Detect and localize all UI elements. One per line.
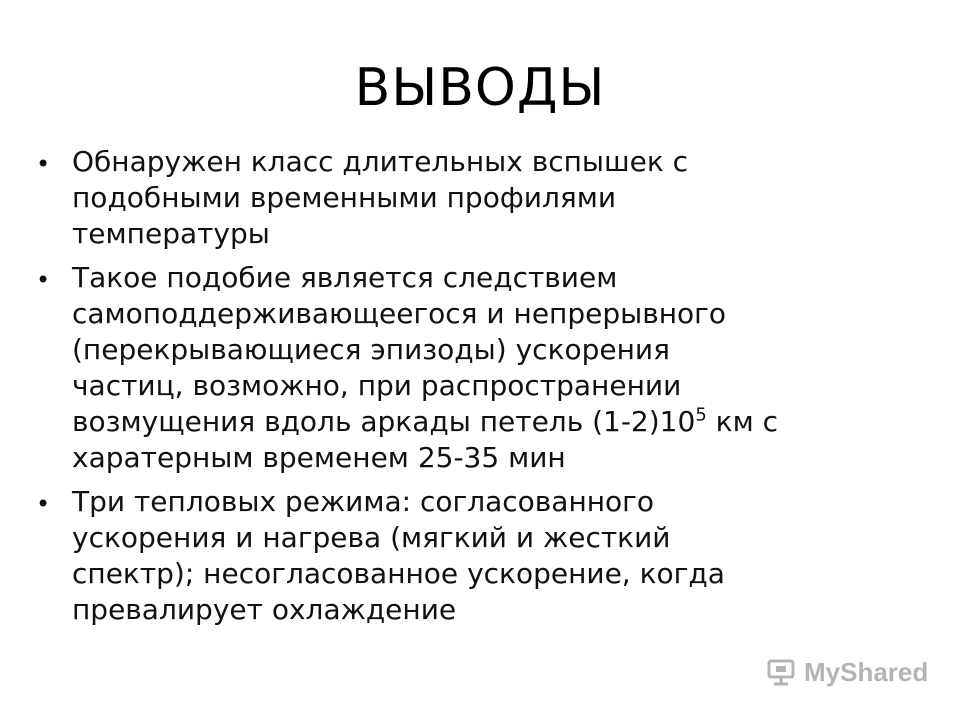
watermark-logo	[766, 652, 928, 692]
bullet-item	[36, 144, 936, 252]
bullet-text-line: частиц, возможно, при распространении	[72, 369, 682, 402]
bullet-text-line: ускорения и нагрева (мягкий и жесткий	[72, 521, 671, 554]
bullet-text-line: спектр); несогласованное ускорение, когда	[72, 557, 725, 590]
slide-title: ВЫВОДЫ	[354, 58, 606, 118]
bullet-text-line: Обнаружен класс длительных вспышек с	[72, 145, 689, 178]
watermark-text: MyShared	[804, 656, 929, 687]
bullet-text-line: превалирует охлаждение	[72, 593, 457, 626]
bullet-list	[36, 144, 936, 636]
superscript-exponent: 5	[695, 404, 707, 426]
presentation-board-icon	[766, 657, 796, 687]
bullet-text-line: Три тепловых режима: согласованного	[72, 485, 655, 518]
bullet-item	[36, 260, 936, 476]
bullet-text-line	[72, 404, 936, 440]
bullet-marker: •	[36, 150, 51, 178]
bullet-text-line: харатерным временем 25-35 мин	[72, 441, 566, 474]
bullet-text-fragment: км с	[706, 405, 778, 438]
bullet-item	[36, 484, 936, 628]
bullet-text-fragment: возмущения вдоль аркады петель (1-2)10	[72, 405, 696, 438]
bullet-marker: •	[36, 490, 51, 518]
bullet-text-line: Такое подобие является следствием	[72, 261, 618, 294]
bullet-text-line: (перекрывающиеся эпизоды) ускорения	[72, 333, 670, 366]
bullet-marker: •	[36, 266, 51, 294]
bullet-text-line: подобными временными профилями	[72, 181, 617, 214]
bullet-text-line: температуры	[72, 217, 270, 250]
bullet-text-line: самоподдерживающеегося и непрерывного	[72, 297, 727, 330]
